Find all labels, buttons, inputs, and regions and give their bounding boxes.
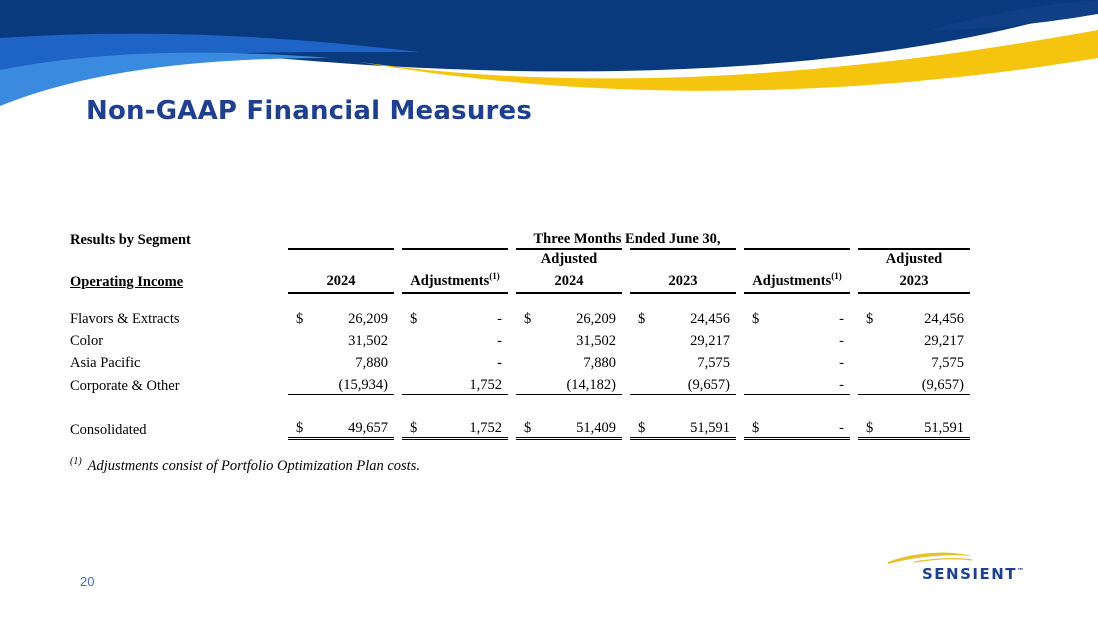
currency-sign <box>284 372 306 395</box>
currency-sign <box>740 350 762 372</box>
cell-value: 51,591 <box>648 415 740 439</box>
col-header-top: Adjusted <box>512 249 626 268</box>
segment-results-table <box>70 226 970 440</box>
table-row <box>70 328 970 350</box>
row-label: Color <box>70 333 104 349</box>
total-row <box>70 415 970 439</box>
currency-sign <box>512 372 534 395</box>
col-header <box>626 268 740 293</box>
table-row <box>70 372 970 395</box>
logo-wordmark: SENSIENT <box>922 565 1018 583</box>
col-header-label: Adjustments <box>410 273 490 289</box>
col-header <box>398 268 512 293</box>
row-label: Flavors & Extracts <box>70 311 180 327</box>
row-label: Consolidated <box>70 421 147 438</box>
currency-sign: $ <box>512 415 534 439</box>
currency-sign: $ <box>284 415 306 439</box>
col-header <box>854 268 970 293</box>
col-header-label: Adjustments <box>752 273 832 289</box>
col-header-top <box>284 249 398 268</box>
cell-value: - <box>497 333 502 349</box>
currency-sign: $ <box>854 306 876 328</box>
cell-value: 7,575 <box>931 355 964 371</box>
currency-sign <box>512 328 534 350</box>
currency-sign: $ <box>398 306 420 328</box>
cell-value: 51,409 <box>534 415 626 439</box>
footnote-ref: (1) <box>489 271 500 282</box>
cell-value: 29,217 <box>924 333 964 349</box>
currency-sign <box>626 328 648 350</box>
period-header: Three Months Ended June 30, <box>284 226 970 249</box>
cell-value: - <box>497 355 502 371</box>
currency-sign <box>398 372 420 395</box>
col-header-top: Adjusted <box>854 249 970 268</box>
cell-value: (9,657) <box>876 372 970 395</box>
col-header-label: 2024 <box>554 273 584 289</box>
footnote <box>70 456 420 475</box>
cell-value: (9,657) <box>648 372 740 395</box>
cell-value: 26,209 <box>576 311 616 327</box>
footnote-text: Adjustments consist of Portfolio Optimization Plan costs. <box>87 457 420 474</box>
row-label: Asia Pacific <box>70 355 141 371</box>
col-header <box>512 268 626 293</box>
currency-sign: $ <box>626 415 648 439</box>
currency-sign <box>512 350 534 372</box>
cell-value: 29,217 <box>690 333 730 349</box>
row-label-header: Operating Income <box>70 274 184 290</box>
cell-value: 1,752 <box>420 415 512 439</box>
cell-value: 31,502 <box>576 333 616 349</box>
logo-trademark: ™ <box>1017 567 1026 575</box>
currency-sign: $ <box>740 306 762 328</box>
col-header-label: 2023 <box>899 273 929 289</box>
currency-sign <box>626 372 648 395</box>
sensient-logo <box>922 565 1026 583</box>
page-number: 20 <box>80 574 95 589</box>
cell-value: 7,880 <box>583 355 616 371</box>
cell-value: 7,880 <box>355 355 388 371</box>
footnote-ref: (1) <box>831 271 842 282</box>
section-label: Results by Segment <box>70 232 191 248</box>
col-header-label: 2024 <box>326 273 356 289</box>
col-header-top <box>398 249 512 268</box>
cell-value: 51,591 <box>876 415 970 439</box>
currency-sign: $ <box>740 415 762 439</box>
currency-sign <box>854 350 876 372</box>
cell-value: - <box>762 372 854 395</box>
currency-sign <box>626 350 648 372</box>
col-header <box>284 268 398 293</box>
currency-sign <box>398 350 420 372</box>
cell-value: - <box>839 333 844 349</box>
currency-sign <box>740 328 762 350</box>
cell-value: 1,752 <box>420 372 512 395</box>
currency-sign <box>854 372 876 395</box>
cell-value: - <box>839 355 844 371</box>
currency-sign <box>284 328 306 350</box>
currency-sign <box>740 372 762 395</box>
cell-value: 26,209 <box>348 311 388 327</box>
footnote-marker: (1) <box>70 456 82 467</box>
cell-value: (15,934) <box>306 372 398 395</box>
currency-sign: $ <box>626 306 648 328</box>
col-header-top <box>626 249 740 268</box>
cell-value: (14,182) <box>534 372 626 395</box>
cell-value: 24,456 <box>924 311 964 327</box>
currency-sign <box>284 350 306 372</box>
table-row <box>70 306 970 328</box>
cell-value: - <box>762 415 854 439</box>
currency-sign: $ <box>854 415 876 439</box>
currency-sign <box>854 328 876 350</box>
cell-value: 24,456 <box>690 311 730 327</box>
table-row <box>70 350 970 372</box>
cell-value: 49,657 <box>306 415 398 439</box>
col-header-top <box>740 249 854 268</box>
cell-value: - <box>497 311 502 327</box>
col-header <box>740 268 854 293</box>
col-header-label: 2023 <box>668 273 698 289</box>
slide-title: Non-GAAP Financial Measures <box>86 96 533 126</box>
currency-sign <box>398 328 420 350</box>
cell-value: 31,502 <box>348 333 388 349</box>
cell-value: - <box>839 311 844 327</box>
row-label: Corporate & Other <box>70 377 180 394</box>
currency-sign: $ <box>398 415 420 439</box>
currency-sign: $ <box>512 306 534 328</box>
currency-sign: $ <box>284 306 306 328</box>
cell-value: 7,575 <box>697 355 730 371</box>
